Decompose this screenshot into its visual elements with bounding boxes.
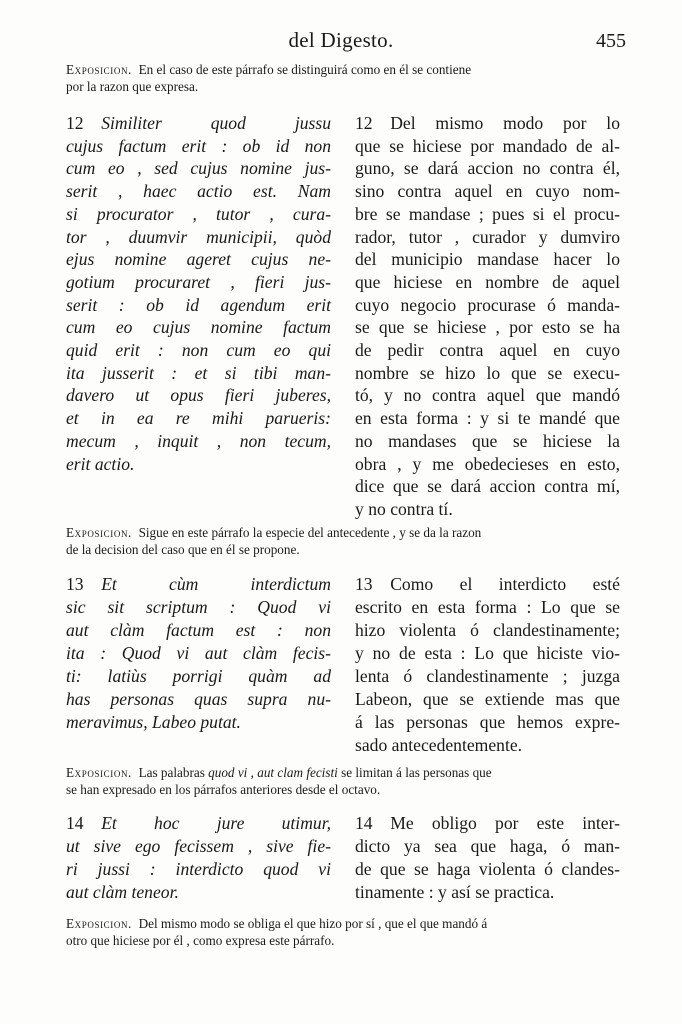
spanish-line: que hiciese en nombre de aquel [355,271,620,292]
spanish-line: del municipio mandase hacer lo [355,249,620,270]
spanish-text-13 [355,573,620,757]
spanish-line [355,112,620,135]
spanish-line: á las personas que hemos expre- [355,712,620,732]
spanish-line [355,573,620,596]
latin-line: cujus factum erit : ob id non [66,135,331,156]
latin-text: Et hoc jure utimur, [101,813,331,833]
paragraph-number: 12 [66,113,84,133]
latin-line: ita jusserit : et si tibi man- [66,362,331,383]
spanish-line [355,812,620,835]
spanish-line: tinamente : y así se practica. [355,882,555,902]
latin-line: tor , duumvir municipii, quòd [66,226,331,247]
spanish-line: sino contra aquel en cuyo nom- [355,181,620,202]
spanish-line: en esta forma : y si te mandé que [355,408,620,429]
spanish-line: sado antecedentemente. [355,735,523,755]
latin-line: cum eo , sed cujus nomine jus- [66,158,331,179]
spanish-text: Del mismo modo por lo [390,113,620,133]
exposition-quote: aut clam fecisti [257,765,338,780]
exposition-label: Exposicion. [66,525,132,540]
latin-line: erit actio. [66,453,135,474]
latin-line: ut sive ego fecissem , sive fie- [66,836,331,856]
exposition-label: Exposicion. [66,62,132,77]
exposition-line: por la razon que expresa. [66,79,199,94]
latin-line: ejus nomine ageret cujus ne- [66,249,331,270]
exposition-line [66,524,626,541]
latin-line: aut clàm factum est : non [66,620,331,640]
spanish-line: de pedir contra aquel en cuyo [355,340,620,361]
latin-line: aut clàm teneor. [66,882,179,902]
exposition-label: Exposicion. [66,916,132,931]
latin-line [66,112,331,135]
exposition-note-2 [66,524,626,558]
page-number: 455 [596,30,626,52]
exposition-text: se limitan á las personas que [341,765,492,780]
spanish-line: rador, tutor , curador y dumviro [355,226,620,247]
latin-line: mecum , inquit , non tecum, [66,430,331,451]
spanish-line: dicto ya sea que haga, ó man- [355,836,620,856]
spanish-line: escrito en esta forma : Lo que se [355,597,620,617]
spanish-line: y no contra tí. [355,498,453,519]
latin-text-14 [66,812,331,904]
exposition-line: se han expresado en los párrafos anteriores desde el octavo. [66,782,381,797]
spanish-line: tó, y no contra aquel que mandó [355,385,620,406]
paragraph-number: 14 [66,813,84,833]
latin-line: ti: latiùs porrigi quàm ad [66,666,331,686]
spanish-line: lenta ó clandestinamente ; juzga [355,666,620,686]
spanish-line: nombre se hizo lo que se execu- [355,362,620,383]
exposition-line [66,915,626,932]
spanish-text: Me obligo por este inter- [390,813,620,833]
exposition-text: Del mismo modo se obliga el que hizo por sí , que el que mandó á [138,916,488,931]
latin-line: cum eo cujus nomine factum [66,317,331,338]
latin-line: davero ut opus fieri juberes, [66,385,331,406]
exposition-text: En el caso de este párrafo se distinguirá como en él se contiene [138,62,472,77]
latin-line: meravimus, Labeo putat. [66,712,241,732]
spanish-line: guno, se dará accion no contra él, [355,158,620,179]
spanish-line: hizo violenta ó clandestinamente; [355,620,620,640]
latin-line: quid erit : non cum eo qui [66,340,331,361]
exposition-note-1 [66,61,626,95]
spanish-line: obra , y me obedecieses en esto, [355,453,620,474]
latin-line: serit : ob id agendum erit [66,294,331,315]
running-title: del Digesto. [288,28,394,52]
latin-text: Et cùm interdictum [101,574,331,594]
latin-line: gotium procuraret , fieri jus- [66,271,331,292]
latin-line: et in ea re mihi parueris: [66,408,331,429]
exposition-quote: quod vi [208,765,248,780]
spanish-line: que se hiciese por mandado de al- [355,135,620,156]
spanish-text: Como el interdicto esté [390,574,620,594]
spanish-line: se que se hiciese , por esto se ha [355,317,620,338]
spanish-line: cuyo negocio procurase ó manda- [355,294,620,315]
latin-line: serit , haec actio est. Nam [66,181,331,202]
latin-line [66,573,331,596]
latin-line: ri jussi : interdicto quod vi [66,859,331,879]
spanish-line: de que se haga violenta ó clandes- [355,859,620,879]
exposition-line: de la decision del caso que en él se propone. [66,542,300,557]
latin-text: Similiter quod jussu [101,113,331,133]
latin-line: has personas quas supra nu- [66,689,331,709]
spanish-line: y no de esta : Lo que hiciste vio- [355,643,620,663]
latin-line: si procurator , tutor , cura- [66,203,331,224]
exposition-line [66,764,626,781]
spanish-line: no mandases que se hiciese la [355,430,620,451]
spanish-text-12 [355,112,620,521]
exposition-note-3 [66,764,626,798]
exposition-label: Exposicion. [66,765,132,780]
latin-text-13 [66,573,331,734]
exposition-note-4 [66,915,626,949]
paragraph-number: 14 [355,813,373,833]
exposition-text: Sigue en este párrafo la especie del antecedente , y se da la razon [138,525,482,540]
latin-line: ita : Quod vi aut clàm fecis- [66,643,331,663]
exposition-line: otro que hiciese por él , como expresa este párrafo. [66,933,335,948]
paragraph-number: 13 [355,574,373,594]
spanish-line: Labeon, que se extiende mas que [355,689,620,709]
paragraph-number: 13 [66,574,84,594]
exposition-text: Las palabras [138,765,205,780]
exposition-text: , [250,765,254,780]
paragraph-number: 12 [355,113,373,133]
spanish-line: bre se mandase ; pues si el procu- [355,203,620,224]
latin-line: sic sit scriptum : Quod vi [66,597,331,617]
spanish-line: dice que se dará accion contra mí, [355,476,620,497]
latin-text-12 [66,112,331,475]
latin-line [66,812,331,835]
spanish-text-14 [355,812,620,904]
exposition-line [66,61,626,78]
